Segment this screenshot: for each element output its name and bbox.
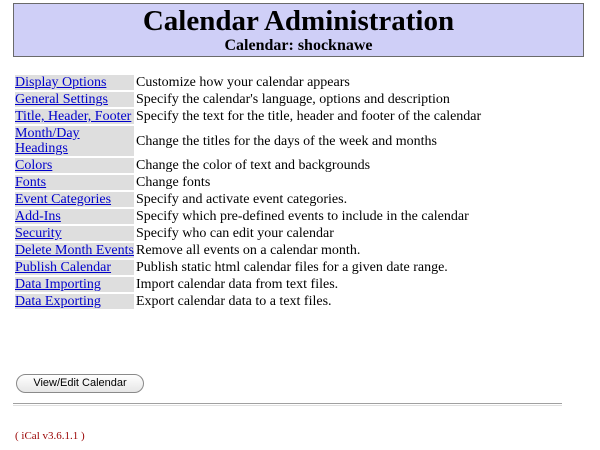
menu-row-title-header-footer [15, 109, 481, 124]
colors-link[interactable]: Colors [15, 158, 53, 173]
menu-row-delete-month-events [15, 243, 481, 258]
menu-description: Change the titles for the days of the week and months [136, 133, 437, 149]
menu-description: Change the color of text and backgrounds [136, 158, 371, 173]
menu-description: Specify the text for the title, header and footer of the calendar [136, 109, 482, 124]
menu-row-display-options [15, 75, 481, 90]
horizontal-divider [13, 403, 562, 406]
menu-description: Import calendar data from text files. [136, 277, 339, 292]
version-label: ( iCal v3.6.1.1 ) [15, 430, 85, 442]
menu-row-add-ins [15, 209, 481, 224]
menu-description: Specify which pre-defined events to include in the calendar [136, 209, 469, 224]
menu-description: Specify and activate event categories. [136, 192, 348, 207]
menu-description: Remove all events on a calendar month. [136, 243, 361, 258]
publish-calendar-link[interactable]: Publish Calendar [15, 260, 112, 275]
menu-description: Customize how your calendar appears [136, 75, 350, 90]
data-exporting-link[interactable]: Data Exporting [15, 294, 101, 309]
menu-row-data-exporting [15, 294, 481, 309]
view-edit-calendar-button[interactable]: View/Edit Calendar [16, 374, 144, 393]
menu-description: Specify who can edit your calendar [136, 226, 334, 241]
security-link[interactable]: Security [15, 226, 62, 241]
title-header-footer-link[interactable]: Title, Header, Footer [15, 109, 132, 124]
menu-description: Change fonts [136, 175, 211, 190]
menu-description: Export calendar data to a text files. [136, 294, 332, 309]
header-banner [13, 3, 584, 57]
admin-menu-table [13, 73, 483, 311]
menu-row-month-day-headings [15, 126, 481, 156]
event-categories-link[interactable]: Event Categories [15, 192, 112, 207]
delete-month-events-link[interactable]: Delete Month Events [15, 243, 134, 258]
display-options-link[interactable]: Display Options [15, 75, 107, 90]
month-day-headings-link[interactable]: Month/Day Headings [15, 126, 80, 156]
data-importing-link[interactable]: Data Importing [15, 277, 101, 292]
fonts-link[interactable]: Fonts [15, 175, 47, 190]
menu-description: Specify the calendar's language, options and description [136, 92, 450, 107]
general-settings-link[interactable]: General Settings [15, 92, 108, 107]
menu-row-colors [15, 158, 481, 173]
menu-row-data-importing [15, 277, 481, 292]
menu-row-security [15, 226, 481, 241]
menu-row-general-settings [15, 92, 481, 107]
page-title: Calendar Administration [142, 5, 455, 37]
calendar-name: Calendar: shocknawe [224, 37, 373, 54]
add-ins-link[interactable]: Add-Ins [15, 209, 61, 224]
menu-row-publish-calendar [15, 260, 481, 275]
menu-row-event-categories [15, 192, 481, 207]
menu-row-fonts [15, 175, 481, 190]
menu-description: Publish static html calendar files for a given date range. [136, 260, 448, 275]
